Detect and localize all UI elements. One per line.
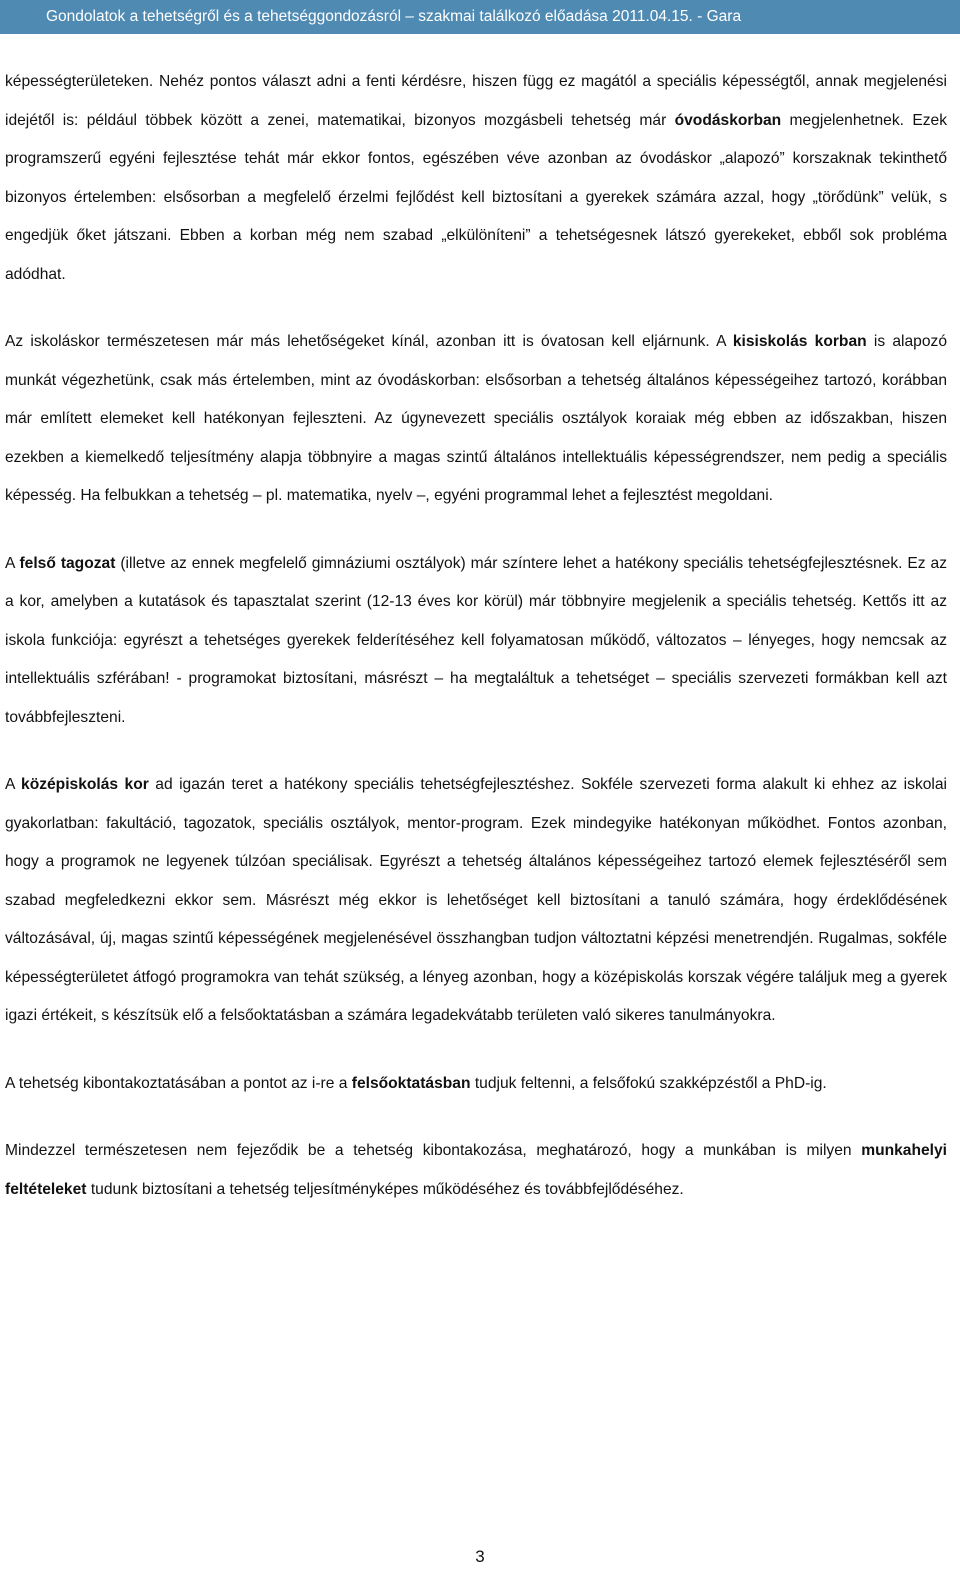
paragraph-text: (illetve az ennek megfelelő gimnáziumi osztályok) már színtere lehet a hatékony speciális tehetségfejlesztésnek. Ez az a kor, amelyben a kutatások és tapasztalat szerint (12-13 éves kor körül) már többnyire megjelenik a speciális tehetség. Kettős itt az iskola funkciója: egyrészt a tehetséges gyerekek felderítéséhez kell folyamatosan működő, változatos – lényeges, hogy nemcsak az intellektuális szférában! - programokat biztosítani, másrészt – ha megtaláltuk a tehetséget – speciális szervezeti formákban kell azt továbbfejleszteni. — [5, 554, 948, 726]
header-title: Gondolatok a tehetségről és a tehetséggondozásról – szakmai találkozó előadása 2011.04.15. - Gara — [46, 8, 742, 25]
paragraph-text: A tehetség kibontakoztatásában a pontot az i-re a — [5, 1074, 352, 1092]
document-body — [5, 63, 947, 1209]
bold-term: kisiskolás korban — [732, 333, 867, 350]
paragraph-text: megjelenhetnek. Ezek programszerű egyéni fejlesztése tehát már ekkor fontos, egészében véve azonban az óvodáskor „alapozó” korszaknak tekinthető bizonyos értelemben: elsősorban a megfelelő érzelmi fejlődést kell biztosítani a gyerekek számára azzal, hogy „törődünk” velük, s engedjük őket játszani. Ebben a korban még nem szabad „elkülöníteni” a tehetségesnek látszó gyerekeket, ebből sok probléma adódhat. — [5, 111, 947, 283]
paragraph-text: képességterületeken. Nehéz pontos választ adni a fenti kérdésre, hiszen függ ez magától a speciális képességtől, annak megjelenési idejétől is: például többek között a zenei, matematikai, bizonyos mozgásbeli tehetség már — [5, 73, 947, 129]
paragraph-text: A — [5, 776, 22, 793]
paragraph-4 — [5, 766, 947, 1036]
paragraph-2 — [5, 323, 947, 516]
paragraph-5 — [5, 1065, 947, 1104]
paragraph-text: A — [5, 554, 20, 572]
paragraph-6 — [5, 1132, 947, 1209]
bold-term: óvodáskorban — [674, 111, 782, 129]
paragraph-text: tudjuk feltenni, a felsőfokú szakképzéstől a PhD-ig. — [470, 1074, 827, 1092]
paragraph-text: Az iskoláskor természetesen már más lehetőségeket kínál, azonban itt is óvatosan kell eljárnunk. A — [5, 333, 733, 350]
paragraph-text: tudunk biztosítani a tehetség teljesítményképes működéséhez és továbbfejlődéséhez. — [86, 1180, 684, 1198]
bold-term: felsőoktatásban — [351, 1074, 471, 1092]
paragraph-text: is alapozó munkát végezhetünk, csak más értelemben, mint az óvodáskorban: elsősorban a tehetség általános képességeihez tartozó, korábban már említett elemeket kell hatékonyan fejleszteni. Az úgynevezett speciális osztályok koraiak még ebben az időszakban, hiszen ezekben a kiemelkedő teljesítmény alapja többnyire a magas szintű általános intellektuális képességrendszer, nem pedig a speciális képesség. Ha felbukkan a tehetség – pl. matematika, nyelv –, egyéni programmal lehet a fejlesztést megoldani. — [5, 333, 947, 504]
paragraph-3 — [5, 545, 947, 738]
bold-term: középiskolás kor — [21, 776, 149, 793]
paragraph-text: ad igazán teret a hatékony speciális tehetségfejlesztéshez. Sokféle szervezeti forma alakult ki ehhez az iskolai gyakorlatban: fakultáció, tagozatok, speciális osztályok, mentor-program. Ezek mindegyike hatékonyan működhet. Fontos azonban, hogy a programok ne legyenek túlzóan speciálisak. Egyrészt a tehetség általános képességeihez tartozó elemek fejlesztéséről sem szabad megfeledkezni ekkor sem. Másrészt még ekkor is lehetőséget kell biztosítani a tanuló számára, hogy érdeklődésének változásával, új, magas szintű képességének megjelenésével összhangban tudjon változtatni képzési menetrendjén. Rugalmas, sokféle képességterületet átfogó programokra van tehát szükség, a lényeg azonban, hogy a középiskolás korszak végére találjuk meg a gyerek igazi értékeit, s készítsük elő a felsőoktatásban a számára legadekvátabb területen való sikeres tanulmányokra. — [5, 776, 948, 1024]
paragraph-1 — [5, 63, 947, 294]
bold-term: felső tagozat — [19, 554, 116, 572]
bold-term: munkahelyi feltételeket — [5, 1142, 947, 1198]
running-header — [0, 0, 960, 34]
paragraph-text: Mindezzel természetesen nem fejeződik be a tehetség kibontakozása, meghatározó, hogy a munkában is milyen — [5, 1142, 862, 1159]
page-number: 3 — [475, 1547, 485, 1566]
